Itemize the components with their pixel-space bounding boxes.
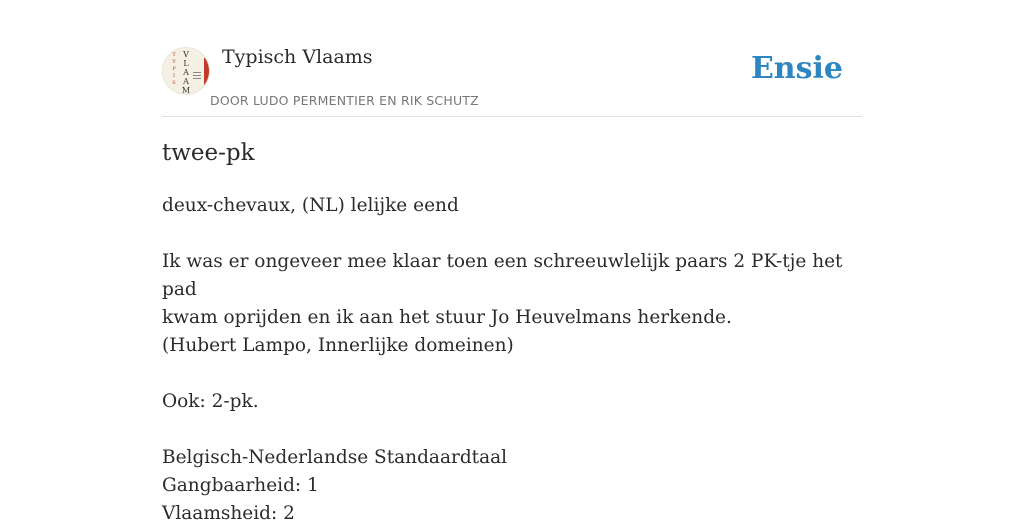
entry-definition: deux-chevaux, (NL) lelijke eend [162,195,459,216]
entry-gangbaarheid: Gangbaarheid: 1 [162,475,319,496]
entry-vlaamsheid: Vlaamsheid: 2 [162,503,295,524]
brand-logo-link[interactable]: Ensie [750,51,843,86]
avatar-stripe [204,58,209,86]
site-title[interactable]: Typisch Vlaams [222,46,373,68]
quote-line-1: Ik was er ongeveer mee klaar toen een schreeuwlelijk paars 2 PK-tje het pad [162,251,843,300]
entry-also: Ook: 2-pk. [162,391,259,412]
page-container [162,0,862,524]
avatar-red-letters: T Y P I S [172,52,176,86]
quote-line-2: kwam oprijden en ik aan het stuur Jo Heuvelmans herkende. [162,307,732,328]
entry-body [162,192,862,528]
authors-byline: DOOR LUDO PERMENTIER EN RIK SCHUTZ [210,93,479,108]
avatar-letters: V L A A M [181,50,191,95]
site-avatar[interactable] [162,47,210,95]
entry-language: Belgisch-Nederlandse Standaardtaal [162,447,508,468]
avatar-lines [193,72,201,81]
quote-source: (Hubert Lampo, Innerlijke domeinen) [162,335,514,356]
entry-term: twee-pk [162,140,255,166]
header [162,0,862,117]
